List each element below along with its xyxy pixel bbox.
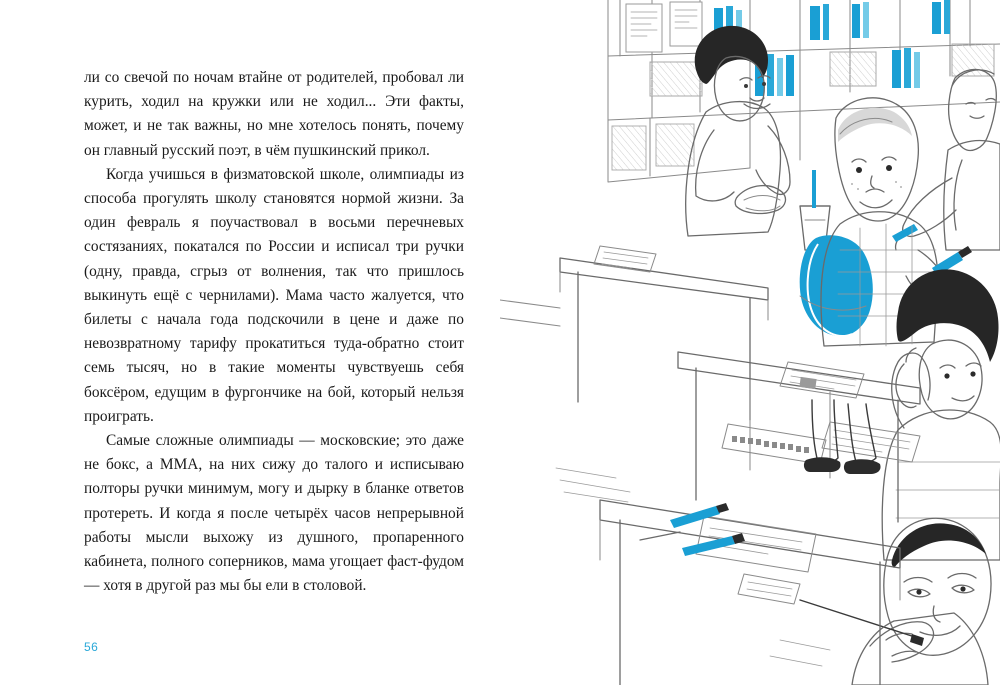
paragraph-3: Самые сложные олимпиады — московские; это даже не бокс, а ММА, на них сижу до талого и исписываю полторы ручки минимум, могу и дырку в бланке ответов протереть. И когда я после четырёх часов непрерывной работы мысли выхожу из душного, пропаренного кабинета, полного соперников, мама угощает фаст-фудом — хотя в другой раз мы бы ели в столовой.	[84, 432, 464, 595]
page-number: 56	[84, 640, 99, 654]
paragraph-2: Когда учишься в физматовской школе, олимпиады из способа прогулять школу становятся нормой жизни. За один февраль я поучаствовал в восьми перечневых состязаниях, покатался по России и исписал три ручки (одну, правда, сгрыз от волнения, так что пришлось выкинуть ещё с чернилами). Мама часто жалуется, что билеты с начала года подскочили в цене и даже по невозвратному тарифу прокатиться туда-обратно стоит семь тысяч, но в такие моменты чувствуешь себя боксёром, едущим в фургончике на бой, который нельзя проиграть.	[84, 165, 464, 425]
illustration-classroom	[500, 0, 1000, 685]
text-column	[84, 66, 464, 598]
paragraph-1: ли со свечой по ночам втайне от родителей, пробовал ли курить, ходил на кружки или не ходил... Эти факты, может, и не так важны, но мне хотелось понять, почему он главный русский поэт, в чём пушкинский прикол.	[84, 69, 464, 159]
